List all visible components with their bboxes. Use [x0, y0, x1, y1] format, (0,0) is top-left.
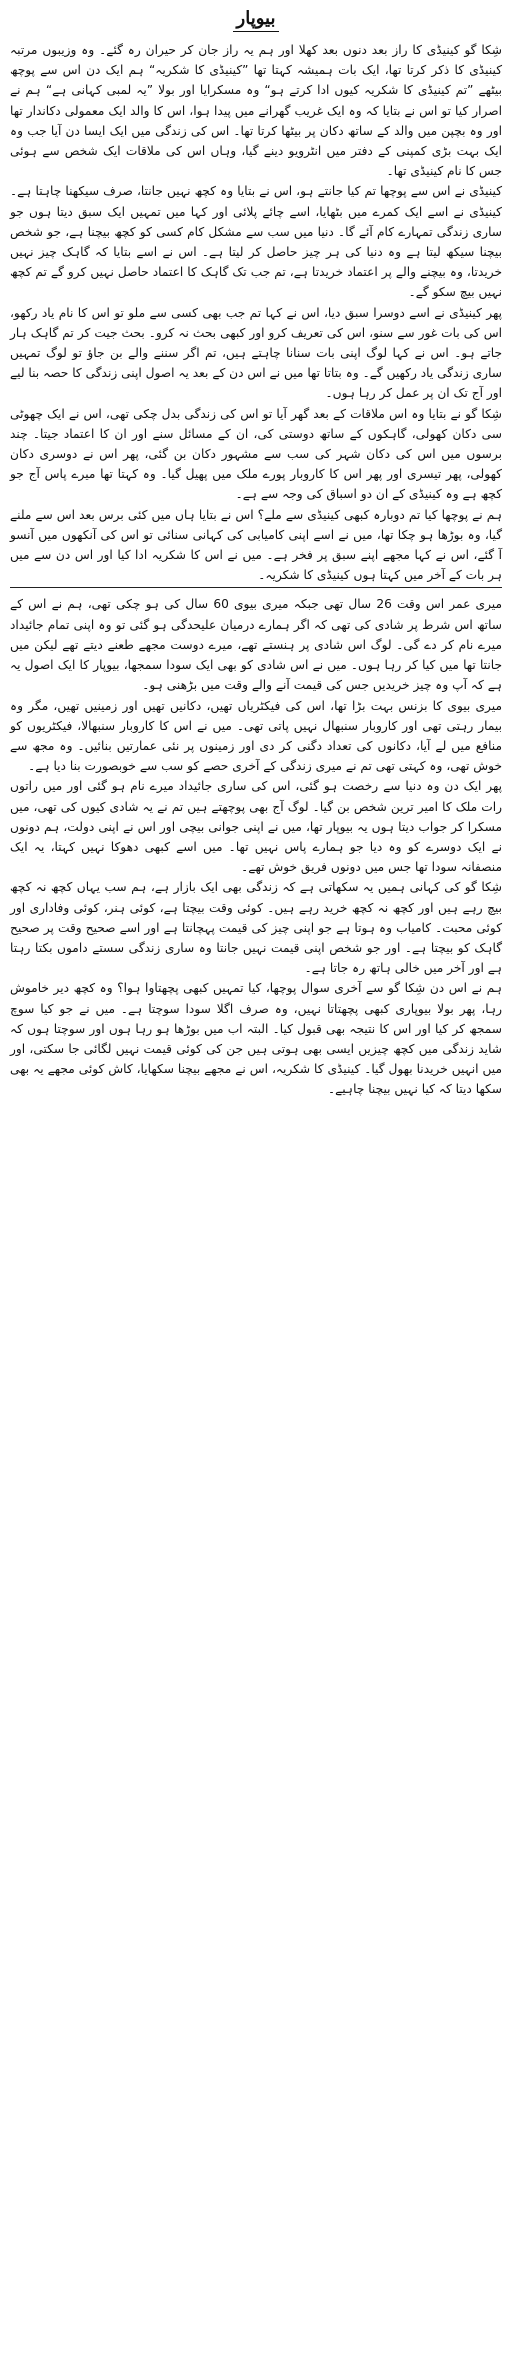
paragraph-5: ہم نے پوچھا کیا تم دوبارہ کبھی کینیڈی سے ملے؟ اس نے بتایا ہاں میں کئی برس بعد اس سے ملنے گیا، وہ بوڑھا ہو چکا تھا، میں نے اسے اپنی کامیابی کی کہانی سنائی تو اس کی آنکھوں میں آنسو آ گئے، اس نے کہا مجھے اپنے سبق پر فخر ہے۔ میں نے اس کا شکریہ ادا کیا اور اس دن سے میں ہر بات کے آخر میں کہتا ہوں کینیڈی کا شکریہ۔ [10, 507, 502, 583]
paragraph-2: کینیڈی نے اس سے پوچھا تم کیا جانتے ہو، اس نے بتایا وہ کچھ نہیں جانتا، صرف سیکھنا چاہتا ہے۔ کینیڈی نے اسے ایک کمرے میں بٹھایا، اسے چائے پلائی اور کہا میں تمہیں ایک سبق دیتا ہوں جو ساری زندگی تمہارے کام آئے گا۔ دنیا میں سب سے مشکل کام کسی کو کچھ بیچنا ہے، جو شخص بیچنا سیکھ لیتا ہے وہ دنیا کی ہر چیز حاصل کر لیتا ہے۔ اس نے اسے بتایا کہ گاہک چیز نہیں خریدتا، وہ بیچنے والے پر اعتماد خریدتا ہے، تم جب تک گاہک کا اعتماد حاصل نہیں کرو گے تم کچھ نہیں بیچ سکو گے۔ [10, 184, 502, 300]
paragraph-3: پھر کینیڈی نے اسے دوسرا سبق دیا، اس نے کہا تم جب بھی کسی سے ملو تو اس کا نام یاد رکھو، اس کی بات غور سے سنو، اس کی تعریف کرو اور کبھی بحث نہ کرو۔ بحث جیت کر تم گاہک ہار جاتے ہو۔ اس نے کہا لوگ اپنی بات سنانا چاہتے ہیں، تم اگر سننے والے بن جاؤ تو لوگ تمہیں ساری زندگی یاد رکھیں گے۔ وہ بتاتا تھا میں نے اس دن کے بعد یہ اصول اپنی زندگی کا حصہ بنا لیے اور آج تک ان پر عمل کر رہا ہوں۔ [10, 305, 502, 401]
section-divider [10, 587, 502, 588]
article-page [10, 0, 502, 2359]
paragraph-4: شِکا گو نے بتایا وہ اس ملاقات کے بعد گھر آیا تو اس کی زندگی بدل چکی تھی، اس نے ایک چھوٹی سی دکان کھولی، گاہکوں کے ساتھ دوستی کی، ان کے مسائل سنے اور ان کا اعتماد جیتا۔ چند برسوں میں اس کی دکان شہر کی سب سے مشہور دکان بن گئی، پھر اس نے دوسری دکان کھولی، پھر تیسری اور پھر اس کا کاروبار پورے ملک میں پھیل گیا۔ وہ کہتا تھا میرے پاس آج جو کچھ ہے وہ کینیڈی کے ان دو اسباق کی وجہ سے ہے۔ [10, 406, 502, 502]
paragraph-9: شِکا گو کی کہانی ہمیں یہ سکھاتی ہے کہ زندگی بھی ایک بازار ہے، ہم سب یہاں کچھ نہ کچھ بیچ رہے ہیں اور کچھ نہ کچھ خرید رہے ہیں۔ کوئی وقت بیچتا ہے، کوئی ہنر، کوئی وفاداری اور کوئی محبت۔ کامیاب وہ ہوتا ہے جو اپنی چیز کی قیمت پہچانتا ہے اور اسے صحیح وقت پر صحیح گاہک کو بیچتا ہے۔ اور جو شخص اپنی قیمت نہیں جانتا وہ ساری زندگی سستے داموں بکتا رہتا ہے اور آخر میں خالی ہاتھ رہ جاتا ہے۔ [10, 880, 502, 976]
paragraph-1: شِکا گو کینیڈی کا راز بعد دنوں بعد کھلا اور ہم یہ راز جان کر حیران رہ گئے۔ وہ وزیبوں مرتبہ کینیڈی کا ذکر کرتا تھا، ایک بات ہمیشہ کہتا تھا ”کینیڈی کا شکریہ“ ہم ایک دن اس سے پوچھ بیٹھے ”تم کینیڈی کا شکریہ کیوں ادا کرتے ہو“ وہ مسکرایا اور بولا ”یہ لمبی کہانی ہے“ ہم نے اصرار کیا تو اس نے بتایا کہ وہ ایک غریب گھرانے میں پیدا ہوا، اس کا والد ایک معمولی دکاندار تھا اور وہ بچپن میں والد کے ساتھ دکان پر بیٹھا کرتا تھا۔ اس کی زندگی میں ایک ایسا دن آیا جب وہ ایک بہت بڑی کمپنی کے دفتر میں انٹرویو دینے گیا، وہاں اس کی ملاقات ایک شخص سے ہوئی جس کا نام کینیڈی تھا۔ [10, 43, 502, 179]
paragraph-7: میری بیوی کا بزنس بہت بڑا تھا، اس کی فیکٹریاں تھیں، دکانیں تھیں اور زمینیں تھیں، مگر وہ بیمار رہتی تھی اور کاروبار سنبھال نہیں پاتی تھی۔ میں نے اس کا کاروبار سنبھالا، فیکٹریوں کو منافع میں لے آیا، دکانوں کی تعداد دگنی کر دی اور زمینوں پر نئی عمارتیں بنائیں۔ وہ مجھ سے خوش تھی، وہ کہتی تھی تم نے میری زندگی کے آخری حصے کو سب سے خوبصورت بنا دیا ہے۔ [10, 698, 502, 774]
paragraph-6: میری عمر اس وقت 26 سال تھی جبکہ میری بیوی 60 سال کی ہو چکی تھی، ہم نے اس کے ساتھ اس شرط پر شادی کی تھی کہ اگر ہمارے درمیان علیحدگی ہو گئی تو وہ اپنی تمام جائیداد میرے نام کر دے گی۔ لوگ اس شادی پر ہنستے تھے، میرے دوست مجھے طعنے دیتے تھے لیکن میں جانتا تھا میں کیا کر رہا ہوں۔ میں نے اس شادی کو بھی ایک سودا سمجھا، بیوپار کا ایک اصول یہ ہے کہ آپ وہ چیز خریدیں جس کی قیمت آنے والے وقت میں بڑھنی ہو۔ [10, 597, 502, 693]
article-header [10, 0, 502, 40]
article-title: بیوپار [233, 8, 280, 32]
paragraph-10: ہم نے اس دن شِکا گو سے آخری سوال پوچھا، کیا تمہیں کبھی پچھتاوا ہوا؟ وہ کچھ دیر خاموش رہا، پھر بولا بیوپاری کبھی پچھتاتا نہیں، وہ صرف اگلا سودا سوچتا ہے۔ میں نے جو کیا سوچ سمجھ کر کیا اور اس کا نتیجہ بھی قبول کیا۔ البتہ اب میں بوڑھا ہو رہا ہوں اور سوچتا ہوں کہ شاید زندگی میں کچھ چیزیں ایسی بھی ہوتی ہیں جن کی کوئی قیمت نہیں لگائی جا سکتی، اور میں انہیں خریدنا بھول گیا۔ کینیڈی کا شکریہ، اس نے مجھے بیچنا سکھایا، کاش کوئی مجھے یہ بھی سکھا دیتا کہ کیا نہیں بیچنا چاہیے۔ [10, 981, 502, 1097]
paragraph-8: پھر ایک دن وہ دنیا سے رخصت ہو گئی، اس کی ساری جائیداد میرے نام ہو گئی اور میں راتوں رات ملک کا امیر ترین شخص بن گیا۔ لوگ آج بھی پوچھتے ہیں تم نے یہ شادی کیوں کی تھی، میں مسکرا کر جواب دیتا ہوں یہ بیوپار تھا، میں نے اپنی جوانی بیچی اور اس نے اپنی دولت، ہم دونوں نے ایک دوسرے کو وہ دیا جو ہمارے پاس نہیں تھا۔ میں اسے کبھی دھوکا نہیں کہتا، یہ ایک منصفانہ سودا تھا جس میں دونوں فریق خوش تھے۔ [10, 779, 502, 875]
